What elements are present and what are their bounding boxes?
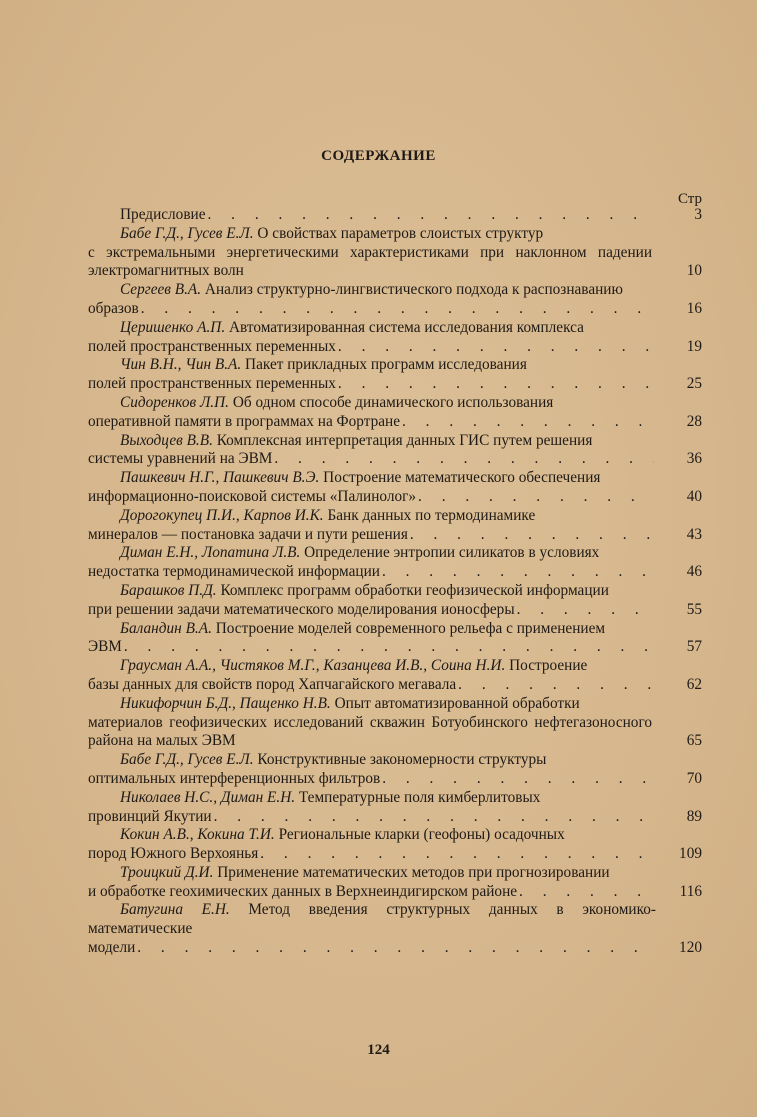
toc-entry-last-line xyxy=(88,845,656,864)
leader-dots xyxy=(260,845,654,864)
toc-entry-last-line xyxy=(88,488,656,507)
toc-entry-authors: Батугина Е.Н. xyxy=(120,901,230,919)
leader-dots xyxy=(124,638,654,657)
toc-entry-first-line xyxy=(88,544,656,563)
toc-entry-last-line xyxy=(88,883,656,902)
toc-entry-page-number: 28 xyxy=(686,412,702,430)
leader-dots xyxy=(458,676,654,695)
toc-entry-title-continued: недостатка термодинамической информации xyxy=(88,563,380,581)
toc-entry-title: Банк данных по термодинамике xyxy=(323,506,536,524)
toc-entry xyxy=(88,507,702,545)
toc-entry-last-line xyxy=(88,939,656,958)
toc-entry-first-line xyxy=(88,789,656,808)
toc-entry-title-continued: полей пространственных переменных xyxy=(88,375,336,393)
toc-entry-authors: Никифорчин Б.Д., Пащенко Н.В. xyxy=(120,694,331,712)
toc-entry-last-line xyxy=(88,338,656,357)
toc-entry-title: Комплексная интерпретация данных ГИС путем решения xyxy=(212,431,593,449)
toc-entry-authors: Бабе Г.Д., Гусев Е.Л. xyxy=(120,751,254,769)
toc-entry xyxy=(88,789,702,827)
toc-entry-page-number: 46 xyxy=(686,563,702,581)
leader-dots xyxy=(418,488,654,507)
page-column-label: Стр xyxy=(677,191,702,207)
toc-entry-authors: Пашкевич Н.Г., Пашкевич В.Э. xyxy=(120,469,320,487)
toc-entry-page-number: 16 xyxy=(686,299,702,317)
toc-entry-title: Об одном способе динамического использования xyxy=(229,393,554,411)
toc-entry-title-continued: материалов геофизических исследований скважин Ботуобинского нефтегазоносного района на малых ЭВМ xyxy=(88,713,652,750)
toc-entry-first-line xyxy=(88,582,656,601)
toc-entry-first-line xyxy=(88,620,656,639)
toc-entry-last-line xyxy=(88,563,656,582)
toc-entry-authors: Чин В.Н., Чин В.А. xyxy=(120,356,242,374)
toc-entry-page-number: 3 xyxy=(694,206,702,223)
toc-entry xyxy=(88,281,702,319)
toc-entry-title-continued: при решении задачи математического моделирования ионосферы xyxy=(88,600,515,618)
toc-entry xyxy=(88,356,702,394)
toc-entry-title: Региональные кларки (геофоны) осадочных xyxy=(274,826,565,844)
toc-entry-first-line xyxy=(88,507,656,526)
page-title: СОДЕРЖАНИЕ xyxy=(321,148,436,164)
toc-entry-title-continued: информационно-поисковой системы «Палинолог» xyxy=(88,487,417,505)
toc-entry xyxy=(88,751,702,789)
toc-entry-first-line xyxy=(88,356,656,375)
toc-entry-title: Определение энтропии силикатов в условиях xyxy=(300,544,600,562)
toc-entry xyxy=(88,864,702,902)
toc-entry-title-continued: оперативной памяти в программах на Фортране xyxy=(88,412,401,430)
toc-entry-last-line xyxy=(88,638,656,657)
toc-entry-title: Метод введения структурных данных в экономико-математические xyxy=(88,901,656,938)
toc-entry-authors: Выходцев В.В. xyxy=(120,431,213,449)
toc-entry-title: Автоматизированная система исследования комплекса xyxy=(225,318,584,336)
table-of-contents xyxy=(88,206,702,958)
toc-entry-title: Комплекс программ обработки геофизической информации xyxy=(216,581,609,599)
toc-entry-first-line xyxy=(88,281,656,300)
toc-entry-last-line xyxy=(88,206,656,225)
toc-entry-last-line xyxy=(88,413,656,432)
toc-entry-title: Температурные поля кимберлитовых xyxy=(295,788,541,806)
toc-entry-authors: Кокин А.В., Кокина Т.И. xyxy=(120,826,275,844)
toc-entry xyxy=(88,620,702,658)
footer-page-number: 124 xyxy=(367,1042,390,1058)
toc-entry-first-line xyxy=(88,469,656,488)
toc-entry-title-continued: оптимальных интерференционных фильтров xyxy=(88,769,381,787)
toc-entry-authors: Барашков П.Д. xyxy=(120,581,217,599)
toc-entry-page-number: 19 xyxy=(686,337,702,355)
toc-entry-page-number: 89 xyxy=(686,807,702,825)
toc-entry-title-continued: пород Южного Верхоянья xyxy=(88,845,259,863)
toc-entry-page-number: 109 xyxy=(679,845,702,863)
toc-entry-title-continued: образов xyxy=(88,299,139,317)
toc-entry-title-continued: с экстремальными энергетическими характеристиками при наклонном падении электромагнитных волн xyxy=(88,243,652,280)
toc-entry-first-line xyxy=(88,432,656,451)
toc-entry-title: О свойствах параметров слоистых структур xyxy=(253,224,544,242)
toc-entry-title: Предисловие xyxy=(120,206,206,223)
toc-entry-title: Анализ структурно-лингвистического подхода к распознаванию xyxy=(201,281,623,299)
toc-entry-authors: Дорогокупец П.И., Карпов И.К. xyxy=(120,506,324,524)
toc-entry-page-number: 62 xyxy=(686,675,702,693)
toc-entry-first-line xyxy=(88,901,656,939)
toc-entry-title: Пакет прикладных программ исследования xyxy=(241,356,527,374)
leader-dots xyxy=(382,563,654,582)
leader-dots xyxy=(517,601,654,620)
toc-entry-first-line xyxy=(88,657,656,676)
toc-entry-page-number: 70 xyxy=(686,769,702,787)
toc-entry xyxy=(88,206,702,225)
leader-dots xyxy=(137,939,654,958)
toc-entry-page-number: 65 xyxy=(686,732,702,750)
toc-entry-title: Построение математического обеспечения xyxy=(319,469,601,487)
toc-entry-title-continued: и обработке геохимических данных в Верхнеиндигирском районе xyxy=(88,882,518,900)
toc-entry xyxy=(88,695,702,751)
toc-entry xyxy=(88,394,702,432)
toc-entry xyxy=(88,582,702,620)
leader-dots xyxy=(274,450,654,469)
toc-entry-first-line xyxy=(88,695,656,714)
toc-entry-title-continued: провинций Якутии xyxy=(88,807,212,825)
toc-entry-last-line xyxy=(88,244,656,282)
toc-entry xyxy=(88,544,702,582)
toc-entry-title: Применение математических методов при прогнозировании xyxy=(213,863,610,881)
toc-entry-page-number: 40 xyxy=(686,487,702,505)
toc-entry-authors: Церишенко А.П. xyxy=(120,318,226,336)
toc-entry-last-line xyxy=(88,601,656,620)
toc-entry-first-line xyxy=(88,751,656,770)
toc-entry-title-continued: системы уравнений на ЭВМ xyxy=(88,450,273,468)
toc-entry-last-line xyxy=(88,450,656,469)
toc-entry-last-line xyxy=(88,526,656,545)
toc-entry xyxy=(88,469,702,507)
toc-entry-title: Построение xyxy=(505,657,588,675)
toc-entry-page-number: 120 xyxy=(679,939,702,957)
toc-entry xyxy=(88,225,702,281)
toc-entry-page-number: 36 xyxy=(686,450,702,468)
toc-entry-last-line xyxy=(88,676,656,695)
toc-entry-page-number: 10 xyxy=(686,262,702,280)
toc-entry-first-line xyxy=(88,225,656,244)
toc-entry-title: Конструктивные закономерности структуры xyxy=(253,751,547,769)
toc-entry-first-line xyxy=(88,319,656,338)
toc-entry-title-continued: модели xyxy=(88,939,136,957)
toc-entry-title-continued: ЭВМ xyxy=(88,638,122,656)
leader-dots xyxy=(338,375,654,394)
toc-entry-authors: Граусман А.А., Чистяков М.Г., Казанцева И.В., Соина Н.И. xyxy=(120,657,506,675)
toc-entry-page-number: 43 xyxy=(686,525,702,543)
toc-entry-title-continued: полей пространственных переменных xyxy=(88,337,336,355)
leader-dots xyxy=(338,338,654,357)
toc-entry-page-number: 57 xyxy=(686,638,702,656)
toc-entry-authors: Сидоренков Л.П. xyxy=(120,393,230,411)
toc-entry-last-line xyxy=(88,770,656,789)
toc-entry-authors: Троицкий Д.И. xyxy=(120,863,214,881)
toc-entry-authors: Диман Е.Н., Лопатина Л.В. xyxy=(120,544,301,562)
toc-entry-page-number: 55 xyxy=(686,600,702,618)
toc-entry-last-line xyxy=(88,375,656,394)
toc-entry-last-line xyxy=(88,714,656,752)
leader-dots xyxy=(141,300,654,319)
toc-entry-last-line xyxy=(88,300,656,319)
toc-entry xyxy=(88,901,702,957)
toc-entry xyxy=(88,319,702,357)
toc-entry-first-line xyxy=(88,394,656,413)
toc-entry xyxy=(88,657,702,695)
toc-entry-first-line xyxy=(88,206,206,225)
leader-dots xyxy=(208,206,654,225)
toc-entry-page-number: 25 xyxy=(686,375,702,393)
leader-dots xyxy=(382,770,654,789)
toc-entry-authors: Николаев Н.С., Диман Е.Н. xyxy=(120,788,296,806)
toc-entry xyxy=(88,432,702,470)
leader-dots xyxy=(519,883,654,902)
toc-entry-title-continued: базы данных для свойств пород Хапчагайского мегавала xyxy=(88,675,457,693)
toc-entry xyxy=(88,826,702,864)
toc-entry-title-continued: минералов — постановка задачи и пути решения xyxy=(88,525,408,543)
toc-entry-authors: Баландин В.А. xyxy=(120,619,212,637)
toc-entry-authors: Сергеев В.А. xyxy=(120,281,202,299)
toc-entry-authors: Бабе Г.Д., Гусев Е.Л. xyxy=(120,224,254,242)
toc-entry-first-line xyxy=(88,864,656,883)
toc-entry-first-line xyxy=(88,826,656,845)
leader-dots xyxy=(402,413,654,432)
toc-entry-title: Опыт автоматизированной обработки xyxy=(330,694,580,712)
toc-entry-last-line xyxy=(88,808,656,827)
toc-entry-title: Построение моделей современного рельефа с применением xyxy=(211,619,606,637)
leader-dots xyxy=(214,808,654,827)
leader-dots xyxy=(410,526,654,545)
toc-entry-page-number: 116 xyxy=(679,882,702,900)
